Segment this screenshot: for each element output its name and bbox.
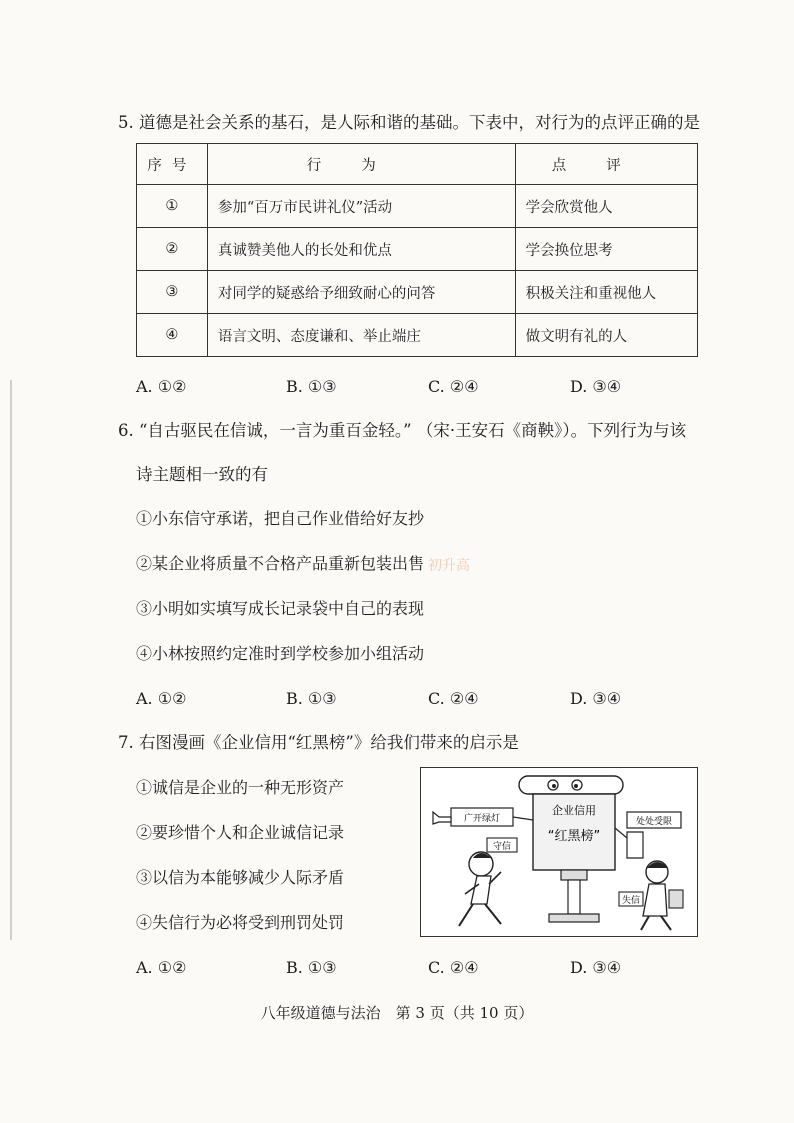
q6-choice-c[interactable]: C. ②④ bbox=[428, 689, 479, 708]
right-sign-text: 处处受限 bbox=[635, 817, 673, 827]
row-comment: 积极关注和重视他人 bbox=[515, 271, 697, 314]
row-no: ④ bbox=[137, 314, 208, 357]
credit-cartoon bbox=[420, 767, 698, 937]
table-row bbox=[137, 314, 698, 357]
q5-stem: 5. 道德是社会关系的基石，是人际和谐的基础。下表中，对行为的点评正确的是 bbox=[118, 113, 700, 132]
q6-option-1: ①小东信守承诺，把自己作业借给好友抄 bbox=[136, 509, 425, 528]
q5-choice-c[interactable]: C. ②④ bbox=[428, 377, 479, 396]
cartoon-illustration bbox=[421, 768, 697, 936]
q6-stem-line2: 诗主题相一致的有 bbox=[136, 465, 268, 484]
q7-choice-c[interactable]: C. ②④ bbox=[428, 958, 479, 977]
table-row bbox=[137, 271, 698, 314]
page-footer: 八年级道德与法治 第 3 页（共 10 页） bbox=[260, 1004, 534, 1022]
row-behavior: 语言文明、态度谦和、举止端庄 bbox=[207, 314, 515, 357]
q6-choice-a[interactable]: A. ①② bbox=[136, 689, 187, 708]
q7-choice-b[interactable]: B. ①③ bbox=[286, 958, 337, 977]
q7-option-3: ③以信为本能够减少人际矛盾 bbox=[136, 868, 345, 887]
row-behavior: 真诚赞美他人的长处和优点 bbox=[207, 228, 515, 271]
header-no: 序号 bbox=[137, 144, 208, 185]
q7-stem: 7. 右图漫画《企业信用“红黑榜”》给我们带来的启示是 bbox=[118, 733, 519, 752]
q6-choice-b[interactable]: B. ①③ bbox=[286, 689, 337, 708]
table-header-row bbox=[137, 144, 698, 185]
left-sign-text: 广开绿灯 bbox=[463, 814, 501, 824]
q6-option-3: ③小明如实填写成长记录袋中自己的表现 bbox=[136, 599, 425, 618]
q7-choice-a[interactable]: A. ①② bbox=[136, 958, 187, 977]
row-behavior: 参加“百万市民讲礼仪”活动 bbox=[207, 185, 515, 228]
row-comment: 学会欣赏他人 bbox=[515, 185, 697, 228]
row-no: ③ bbox=[137, 271, 208, 314]
q7-option-1: ①诚信是企业的一种无形资产 bbox=[136, 778, 345, 797]
row-comment: 做文明有礼的人 bbox=[515, 314, 697, 357]
row-comment: 学会换位思考 bbox=[515, 228, 697, 271]
table-row bbox=[137, 228, 698, 271]
row-no: ① bbox=[137, 185, 208, 228]
q7-choice-d[interactable]: D. ③④ bbox=[570, 958, 622, 977]
board-main: “红黑榜” bbox=[547, 829, 601, 844]
table-row bbox=[137, 185, 698, 228]
left-tag-text: 守信 bbox=[492, 842, 512, 852]
q5-choice-d[interactable]: D. ③④ bbox=[570, 377, 622, 396]
q6-choice-d[interactable]: D. ③④ bbox=[570, 689, 622, 708]
right-tag-text: 失信 bbox=[621, 896, 641, 906]
q6-option-2: ②某企业将质量不合格产品重新包装出售 bbox=[136, 554, 425, 573]
header-comment: 点评 bbox=[515, 144, 697, 185]
watermark-text: 初升高 bbox=[428, 558, 470, 574]
header-behavior: 行为 bbox=[207, 144, 515, 185]
q6-option-4: ④小林按照约定准时到学校参加小组活动 bbox=[136, 644, 425, 663]
q7-option-2: ②要珍惜个人和企业诚信记录 bbox=[136, 823, 345, 842]
board-title: 企业信用 bbox=[552, 804, 596, 817]
q5-table bbox=[136, 143, 698, 357]
q5-choice-b[interactable]: B. ①③ bbox=[286, 377, 337, 396]
q7-option-4: ④失信行为必将受到刑罚处罚 bbox=[136, 913, 345, 932]
q5-choice-a[interactable]: A. ①② bbox=[136, 377, 187, 396]
q6-stem-line1: 6. “自古驱民在信诚，一言为重百金轻。” （宋·王安石《商鞅》）。下列行为与该 bbox=[118, 421, 687, 440]
scan-edge bbox=[10, 380, 12, 940]
row-behavior: 对同学的疑惑给予细致耐心的问答 bbox=[207, 271, 515, 314]
row-no: ② bbox=[137, 228, 208, 271]
